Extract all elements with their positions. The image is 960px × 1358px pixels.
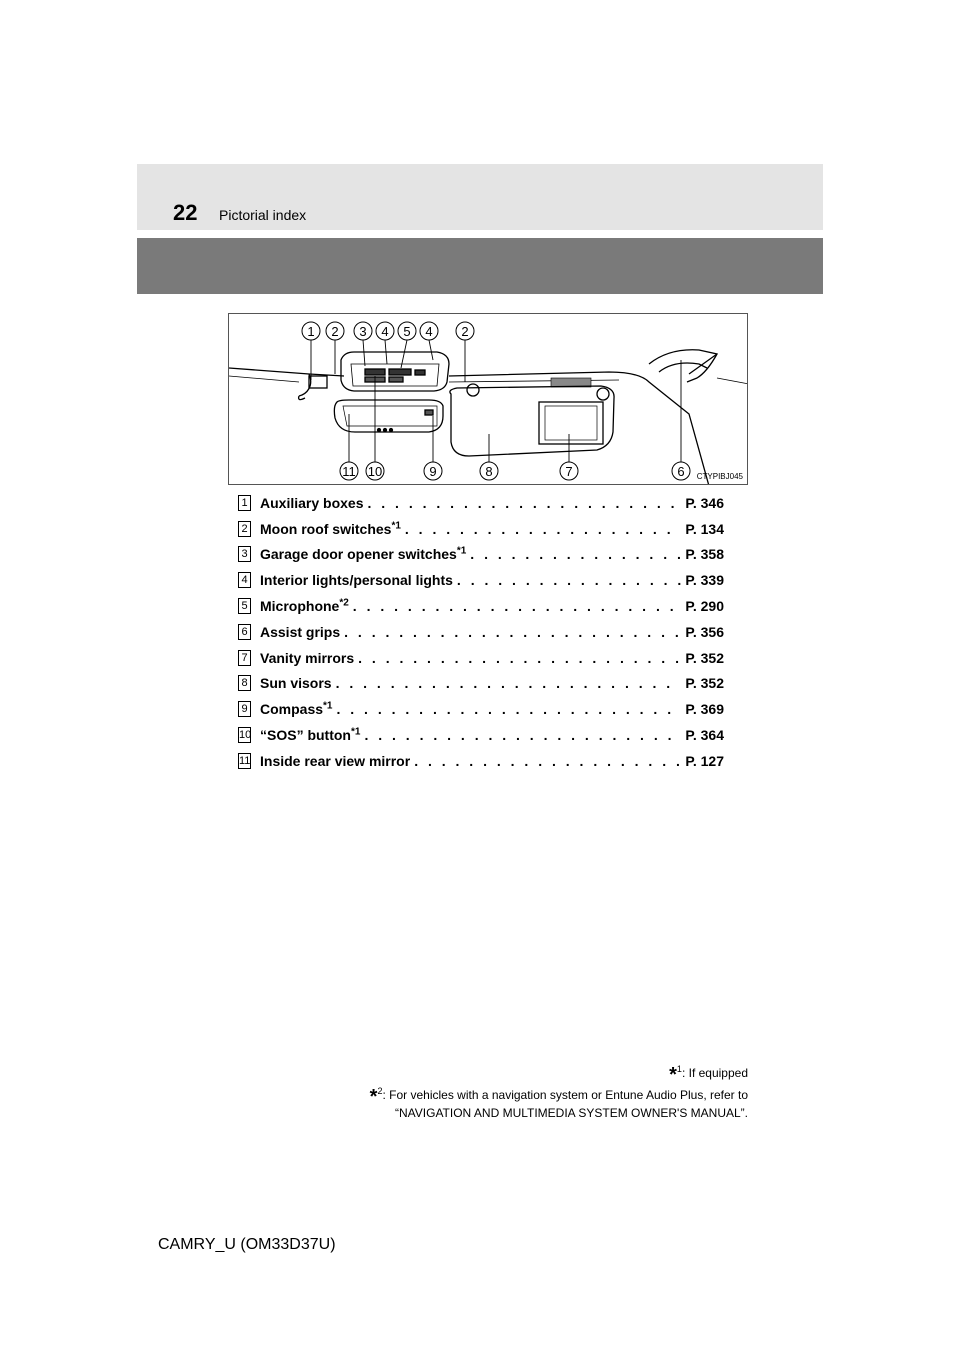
section-title: Pictorial index <box>219 207 307 223</box>
page-reference: P. 127 <box>685 752 724 769</box>
dot-leader <box>364 727 681 743</box>
item-label: Moon roof switches$^{*1}$ <box>260 520 401 537</box>
dot-leader <box>368 495 682 511</box>
list-item <box>238 619 724 645</box>
dot-leader <box>405 521 681 537</box>
list-item <box>238 542 724 568</box>
svg-text:6: 6 <box>677 464 685 479</box>
callout-9 <box>424 462 442 480</box>
list-item <box>238 696 724 722</box>
list-item <box>238 567 724 593</box>
item-label: Interior lights/personal lights <box>260 572 453 589</box>
list-item <box>238 490 724 516</box>
page-reference: P. 346 <box>685 494 724 511</box>
component-list <box>238 490 724 774</box>
list-item <box>238 722 724 748</box>
svg-text:10: 10 <box>367 464 383 479</box>
dot-leader <box>336 675 682 691</box>
dot-leader <box>414 753 681 769</box>
dot-leader <box>358 650 681 666</box>
top-callouts <box>302 322 474 340</box>
item-number: 10 <box>239 729 252 742</box>
svg-text:7: 7 <box>565 464 573 479</box>
page-reference: P. 352 <box>685 675 724 692</box>
item-label: Microphone$^{*2}$ <box>260 597 349 615</box>
footnote-2: *$^2$: For vehicles with a navigation system or Entune Audio Plus, refer to <box>369 1086 748 1108</box>
item-number: 2 <box>238 521 251 537</box>
item-note: *1 <box>391 520 401 532</box>
svg-text:5: 5 <box>403 324 411 339</box>
item-note: *1 <box>351 726 361 738</box>
list-item <box>238 593 724 619</box>
dot-leader <box>470 546 681 562</box>
item-note: *1 <box>456 545 467 557</box>
item-note: *2 <box>339 597 349 609</box>
dot-leader <box>457 572 681 588</box>
list-item <box>238 671 724 697</box>
svg-text:2: 2 <box>461 324 469 339</box>
page-reference: P. 364 <box>685 727 724 744</box>
callout-7 <box>560 462 578 480</box>
svg-text:4: 4 <box>381 324 389 339</box>
figure-code: CTYPIBJ045 <box>696 472 743 481</box>
page-reference: P. 356 <box>685 623 724 640</box>
footnote-1: *$^1$: If equipped <box>669 1064 748 1086</box>
item-number: 3 <box>238 546 251 562</box>
svg-text:8: 8 <box>485 464 493 479</box>
list-item <box>238 748 724 774</box>
page-reference: P. 339 <box>685 572 724 589</box>
page-reference: P. 352 <box>685 649 724 666</box>
dot-leader <box>353 598 682 614</box>
item-number: 9 <box>238 701 251 717</box>
item-number: 4 <box>238 572 251 588</box>
callout-4b <box>420 322 438 340</box>
svg-text:4: 4 <box>425 324 433 339</box>
item-note: *1 <box>323 700 333 712</box>
item-number: 1 <box>238 495 251 511</box>
item-number: 7 <box>238 650 251 666</box>
item-label: Sun visors <box>260 675 332 692</box>
item-label: Auxiliary boxes <box>260 494 364 511</box>
callout-5 <box>398 322 416 340</box>
item-number: 5 <box>238 598 251 614</box>
footnote-2-continued: “NAVIGATION AND MULTIMEDIA SYSTEM OWNER'S MANUAL”. <box>395 1106 748 1120</box>
callout-2b <box>456 322 474 340</box>
callout-11 <box>340 462 358 480</box>
page-reference: P. 290 <box>685 598 724 615</box>
item-label: Assist grips <box>260 623 341 640</box>
callout-1 <box>302 322 320 340</box>
item-label: Garage door opener switches$^{*1}$ <box>260 545 467 563</box>
callout-10 <box>366 462 384 480</box>
item-label: “SOS” button$^{*1}$ <box>260 726 361 744</box>
header-divider <box>137 232 823 236</box>
item-number: 6 <box>238 624 251 640</box>
list-item <box>238 645 724 671</box>
page-reference: P. 134 <box>685 520 724 537</box>
bottom-callouts <box>340 462 690 480</box>
callout-6 <box>672 462 690 480</box>
svg-text:3: 3 <box>359 324 367 339</box>
callout-3 <box>354 322 372 340</box>
page-reference: P. 369 <box>685 701 724 718</box>
item-number: 8 <box>238 675 251 691</box>
page-reference: P. 358 <box>685 546 724 563</box>
page-number: 22 <box>173 200 198 225</box>
dot-leader <box>336 701 681 717</box>
svg-text:11: 11 <box>342 464 356 479</box>
item-number: 11 <box>239 754 251 767</box>
illustration-drawing <box>229 314 748 485</box>
svg-text:1: 1 <box>307 324 315 339</box>
item-label: Inside rear view mirror <box>260 752 411 769</box>
svg-text:2: 2 <box>331 324 339 339</box>
svg-text:9: 9 <box>429 464 437 479</box>
callout-4a <box>376 322 394 340</box>
list-item <box>238 516 724 542</box>
title-band <box>137 238 823 294</box>
model-code-footer: CAMRY_U (OM33D37U) <box>158 1236 336 1253</box>
footnotes <box>370 1061 748 1121</box>
callout-2 <box>326 322 344 340</box>
item-label: Vanity mirrors <box>260 649 355 666</box>
dot-leader <box>344 624 681 640</box>
callout-8 <box>480 462 498 480</box>
overhead-console-illustration <box>228 313 748 485</box>
item-label: Compass$^{*1}$ <box>260 700 333 718</box>
